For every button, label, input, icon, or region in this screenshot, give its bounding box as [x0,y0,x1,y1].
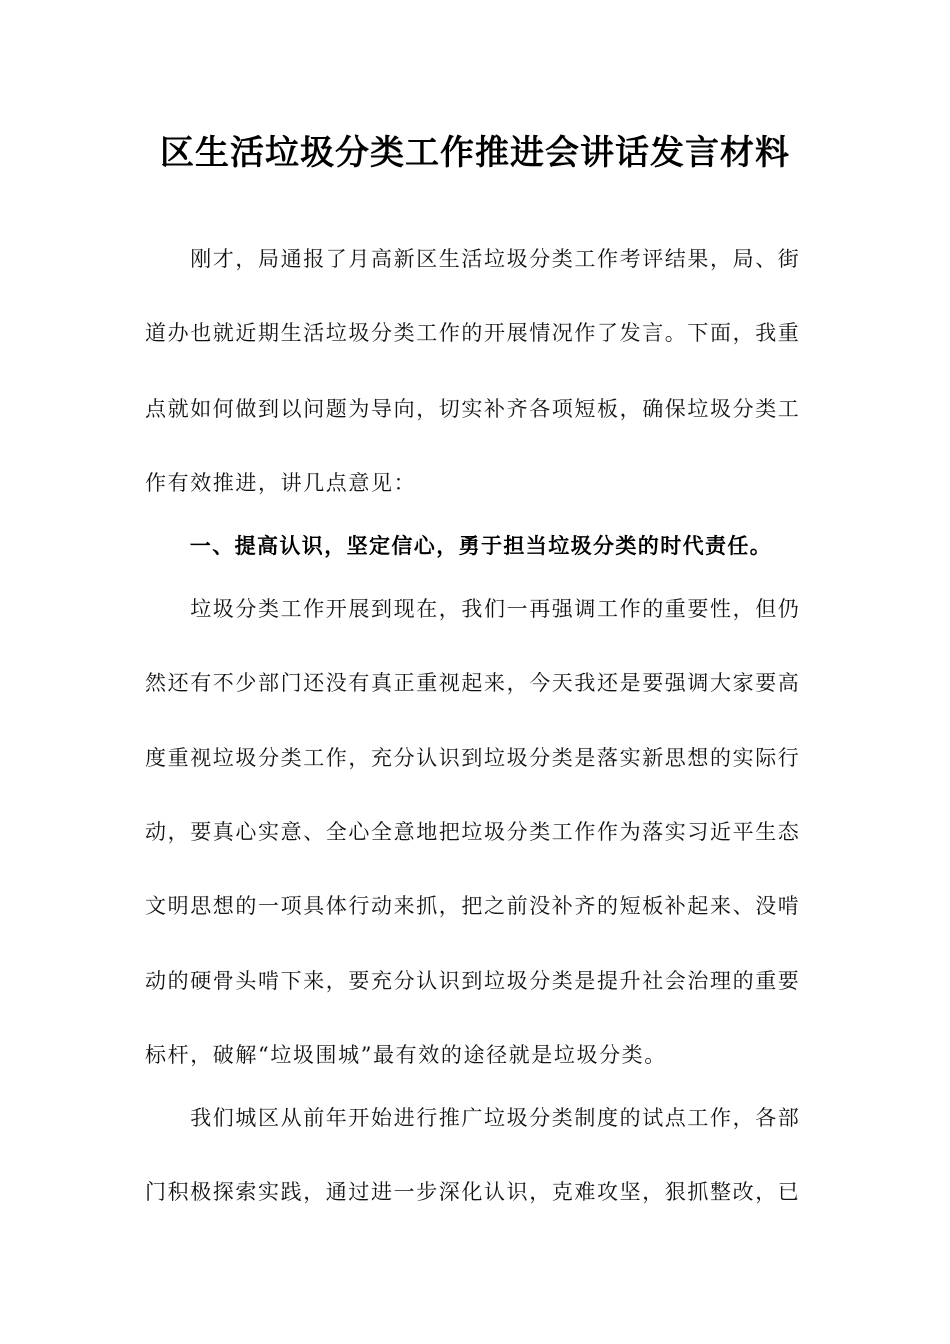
body-line: 动的硬骨头啃下来，要充分认识到垃圾分类是提升社会治理的重要 [145,969,801,993]
body-line: 门积极探索实践，通过进一步深化认识，克难攻坚，狠抓整改，已 [145,1180,801,1204]
body-line: 文明思想的一项具体行动来抓，把之前没补齐的短板补起来、没啃 [145,894,801,918]
body-line: 刚才，局通报了月高新区生活垃圾分类工作考评结果，局、街 [145,247,801,271]
body-line: 标杆，破解“垃圾围城”最有效的途径就是垃圾分类。 [145,1043,667,1067]
section-heading: 一、提高认识，坚定信心，勇于担当垃圾分类的时代责任。 [145,534,773,558]
body-line: 作有效推进，讲几点意见： [145,471,417,495]
document-title: 区生活垃圾分类工作推进会讲话发言材料 [160,133,790,173]
body-line: 动，要真心实意、全心全意地把垃圾分类工作作为落实习近平生态 [145,820,801,844]
body-line: 点就如何做到以问题为导向，切实补齐各项短板，确保垃圾分类工 [145,397,801,421]
body-line: 道办也就近期生活垃圾分类工作的开展情况作了发言。下面，我重 [145,321,801,345]
body-line: 垃圾分类工作开展到现在，我们一再强调工作的重要性，但仍 [145,597,801,621]
body-line: 度重视垃圾分类工作，充分认识到垃圾分类是落实新思想的实际行 [145,746,801,770]
body-line: 然还有不少部门还没有真正重视起来，今天我还是要强调大家要高 [145,671,801,695]
body-line: 我们城区从前年开始进行推广垃圾分类制度的试点工作，各部 [145,1106,801,1130]
